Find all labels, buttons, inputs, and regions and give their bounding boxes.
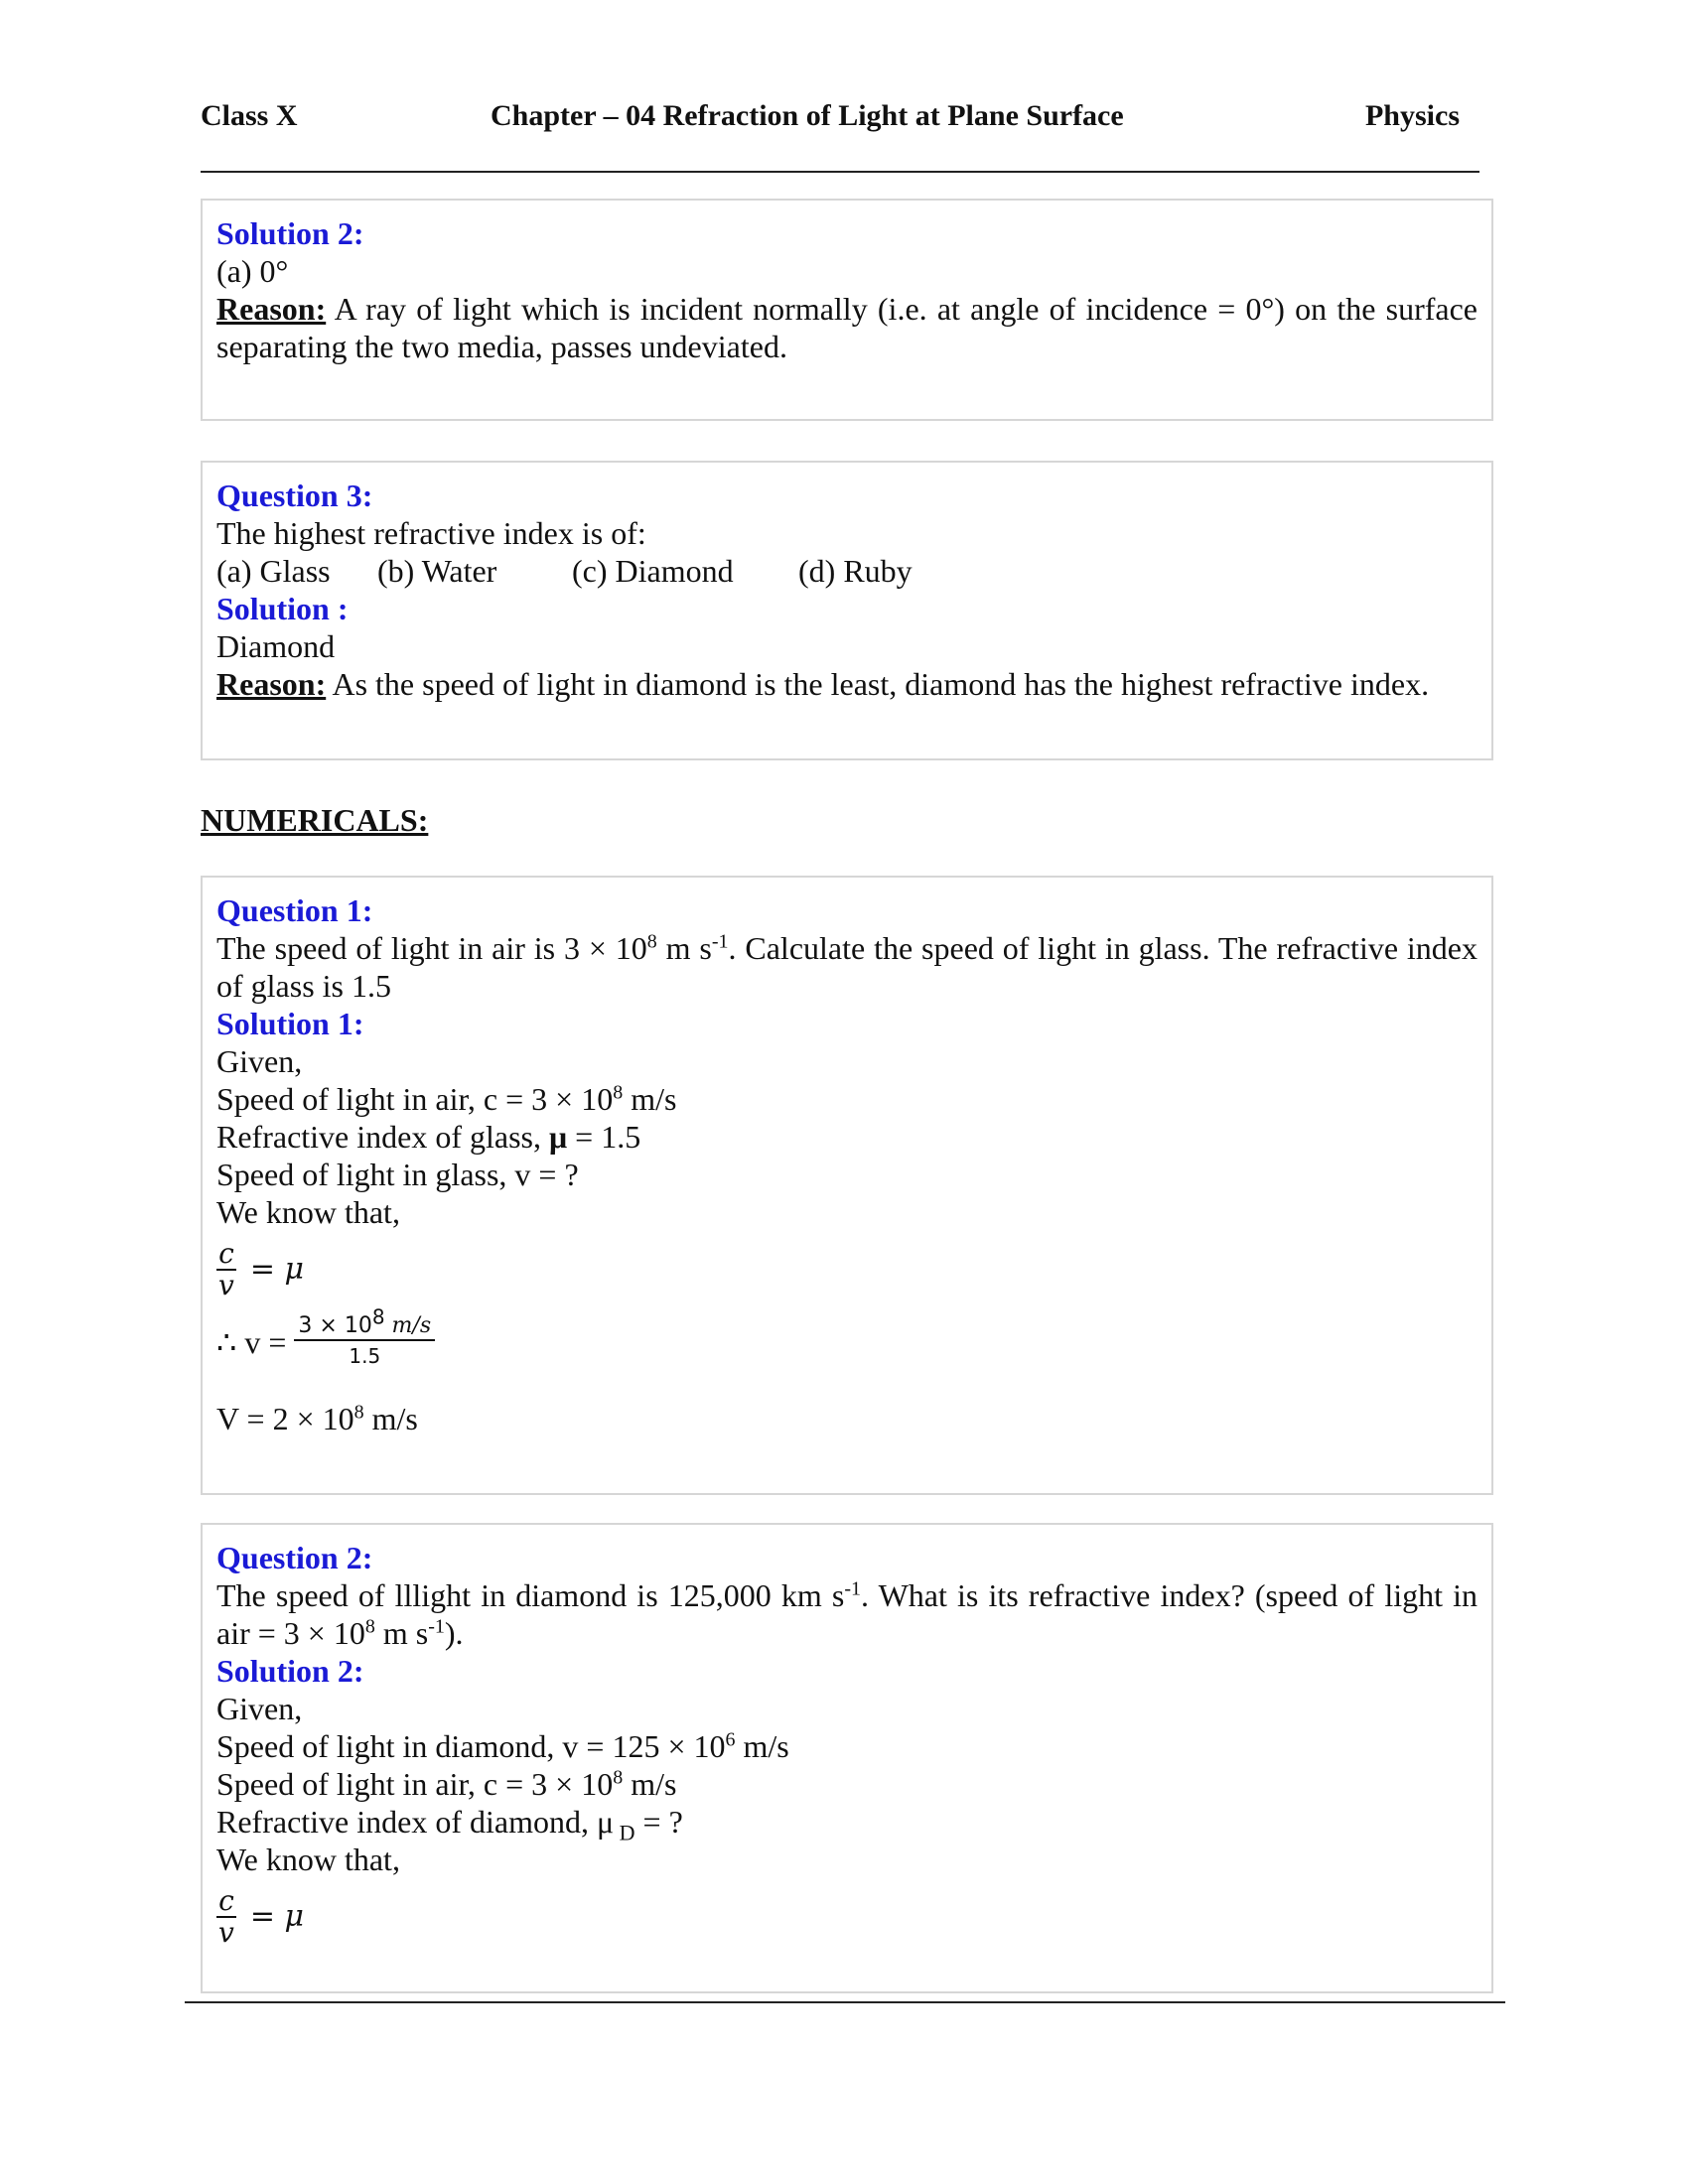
option-a: (a) Glass xyxy=(216,553,331,589)
calc-num-text: 3 × 10 xyxy=(298,1313,372,1338)
given-label: Given, xyxy=(216,1043,303,1079)
calc-fraction xyxy=(294,1304,435,1371)
fraction-numerator: c xyxy=(218,1884,234,1917)
we-know-label: We know that, xyxy=(216,1194,400,1230)
reason-text: A ray of light which is incident normally (i.e. at angle of incidence = 0°) on the surface separating the two media, passes undeviated. xyxy=(216,291,1477,364)
given-label: Given, xyxy=(216,1691,303,1726)
numerical2-solution-heading: Solution 2: xyxy=(216,1653,364,1689)
numerical1-heading: Question 1: xyxy=(216,892,373,928)
reason-text: As the speed of light in diamond is the least, diamond has the highest refractive index. xyxy=(326,666,1430,702)
q-text: . What is its refractive index? (speed of light in air = 3 × 10 xyxy=(216,1577,1478,1651)
line-text: = ? xyxy=(634,1804,683,1840)
calc-denominator: 1.5 xyxy=(294,1339,435,1371)
fraction-numerator: c xyxy=(218,1237,234,1270)
given-c xyxy=(216,1765,1477,1803)
line-text: Speed of light in diamond, v = 125 × 10 xyxy=(216,1728,726,1764)
line-unit: m/s xyxy=(623,1081,677,1117)
line-text: = 1.5 xyxy=(567,1119,641,1155)
numericals-heading: NUMERICALS: xyxy=(201,802,429,838)
calc-num-sup: 8 xyxy=(371,1304,385,1329)
given-v: Speed of light in glass, v = ? xyxy=(216,1157,579,1192)
q-text: The speed of lllight in diamond is 125,000 km s xyxy=(216,1577,845,1613)
therefore-v: ∴ v = xyxy=(216,1324,287,1360)
question3-solution-heading: Solution : xyxy=(216,591,349,626)
question3-box xyxy=(201,461,1493,760)
numerical2-heading: Question 2: xyxy=(216,1540,373,1575)
solution2-box xyxy=(201,199,1493,421)
q-sup: -1 xyxy=(711,930,729,953)
q-text: . Calculate the speed of light in glass. The refractive index of glass is 1.5 xyxy=(216,930,1478,1004)
result-unit: m/s xyxy=(363,1401,418,1436)
q-text: The speed of light in air is 3 × 10 xyxy=(216,930,647,966)
line-unit: m/s xyxy=(623,1766,677,1802)
solution2-heading: Solution 2: xyxy=(216,215,364,251)
question3-text: The highest refractive index is of: xyxy=(216,515,646,551)
result-text: V = 2 × 10 xyxy=(216,1401,354,1436)
given-c xyxy=(216,1080,1477,1118)
question3-options xyxy=(216,552,1477,590)
result-sup: 8 xyxy=(353,1401,364,1424)
given-mu xyxy=(216,1803,1477,1845)
option-b: (b) Water xyxy=(377,553,497,589)
numerical1-box xyxy=(201,876,1493,1495)
calc-v xyxy=(216,1304,1477,1372)
option-c: (c) Diamond xyxy=(572,553,734,589)
line-text: Speed of light in air, c = 3 × 10 xyxy=(216,1081,614,1117)
given-mu xyxy=(216,1118,1477,1156)
line-text: Speed of light in air, c = 3 × 10 xyxy=(216,1766,614,1802)
numerical2-box xyxy=(201,1523,1493,1993)
calc-num-unit: m/s xyxy=(384,1313,432,1338)
line-sup: 6 xyxy=(725,1728,736,1751)
line-text: Refractive index of diamond, μ xyxy=(216,1804,615,1840)
equals-mu: = μ xyxy=(249,1252,304,1287)
mu-symbol: μ xyxy=(549,1119,568,1155)
mu-subscript: D xyxy=(614,1820,635,1845)
q-text: m s xyxy=(656,930,712,966)
chapter-title: Chapter – 04 Refraction of Light at Plane Surface xyxy=(491,99,1124,132)
q-sup: 8 xyxy=(646,930,657,953)
reason-label: Reason: xyxy=(216,666,327,702)
fraction xyxy=(216,1886,236,1948)
solution2-reason xyxy=(216,290,1477,365)
option-d: (d) Ruby xyxy=(798,553,913,589)
numerical1-solution-heading: Solution 1: xyxy=(216,1006,364,1041)
reason-label: Reason: xyxy=(216,291,327,327)
formula-c-over-v xyxy=(216,1231,1477,1308)
q-text: ). xyxy=(444,1615,464,1651)
question3-answer: Diamond xyxy=(216,628,336,664)
q-sup: -1 xyxy=(428,1615,445,1638)
given-v xyxy=(216,1727,1477,1765)
q-sup: 8 xyxy=(364,1615,375,1638)
footer-divider xyxy=(185,2001,1505,2003)
fraction xyxy=(216,1239,236,1300)
line-sup: 8 xyxy=(613,1081,624,1104)
formula-c-over-v xyxy=(216,1878,1477,1956)
q-sup: -1 xyxy=(844,1577,862,1600)
subject-label: Physics xyxy=(1364,99,1460,132)
question3-reason xyxy=(216,665,1477,703)
numerical1-result xyxy=(216,1400,1477,1437)
line-sup: 8 xyxy=(613,1766,624,1789)
q-text: m s xyxy=(374,1615,429,1651)
question3-heading: Question 3: xyxy=(216,478,373,513)
line-text: Refractive index of glass, xyxy=(216,1119,549,1155)
header-divider xyxy=(201,171,1479,173)
numerical2-question xyxy=(216,1576,1477,1652)
numerical1-question xyxy=(216,929,1477,1005)
solution2-answer: (a) 0° xyxy=(216,253,289,289)
fraction-denominator: v xyxy=(218,1269,234,1301)
we-know-label: We know that, xyxy=(216,1842,400,1877)
class-label: Class X xyxy=(201,99,298,132)
line-unit: m/s xyxy=(735,1728,789,1764)
calc-numerator xyxy=(294,1304,435,1339)
fraction-denominator: v xyxy=(218,1916,234,1949)
equals-mu: = μ xyxy=(249,1899,304,1934)
